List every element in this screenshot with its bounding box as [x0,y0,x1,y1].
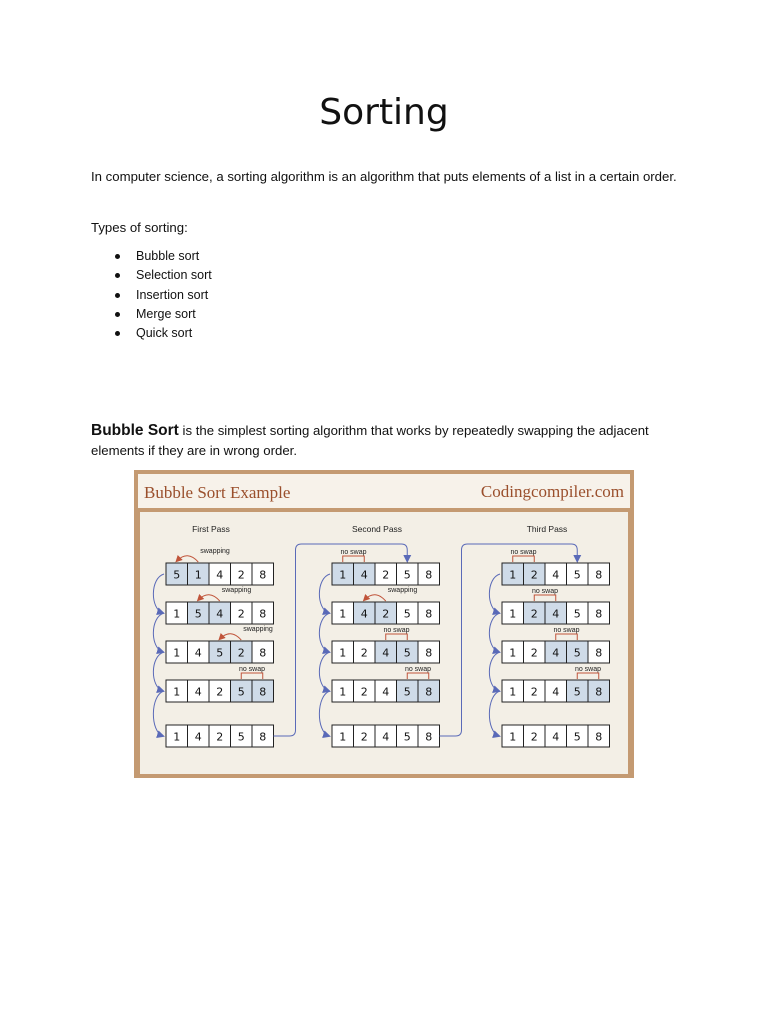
swap-note: no swap [383,627,410,634]
array-cell-value: 8 [425,607,433,621]
array-cell-value: 4 [382,730,390,744]
array-cell-value: 4 [194,730,202,744]
array-cell-value: 5 [237,730,245,744]
array-cell-value: 5 [237,685,245,699]
swap-note: swapping [243,626,273,633]
list-item: Merge sort [113,305,212,324]
swap-note: no swap [404,666,432,673]
array-cell-value: 1 [339,646,347,660]
array-cell-value: 5 [173,568,181,582]
pass-label: Third Pass [526,524,568,534]
array-cell-value: 8 [259,646,267,660]
array-cell-value: 2 [360,730,368,744]
page-title: Sorting [319,92,449,133]
array-cell-value: 1 [173,685,181,699]
array-cell-value: 4 [216,568,224,582]
array-cell-value: 2 [237,607,245,621]
array-cell-value: 5 [573,685,581,699]
bubble-sort-paragraph [91,421,651,461]
array-cell-value: 1 [509,568,517,582]
array-cell-value: 1 [339,730,347,744]
array-cell-value: 2 [382,568,390,582]
bubble-sort-description: is the simplest sorting algorithm that works by repeatedly swapping the adjacent elements if they are in wrong order. [91,423,649,458]
array-cell-value: 1 [173,646,181,660]
array-cell-value: 1 [339,607,347,621]
array-cell-value: 2 [216,730,224,744]
array-cell-value: 2 [237,646,245,660]
array-cell-value: 4 [552,685,560,699]
array-cell-value: 1 [339,568,347,582]
swap-note: swapping [200,548,230,555]
array-cell-value: 8 [595,685,603,699]
array-cell-value: 1 [509,646,517,660]
array-cell-value: 4 [194,646,202,660]
array-cell-value: 5 [403,685,411,699]
array-cell-value: 5 [403,607,411,621]
figure-title: Bubble Sort Example [144,483,291,502]
array-cell-value: 2 [530,646,538,660]
bubble-sort-term: Bubble Sort [91,422,179,439]
pass-label: First Pass [192,524,230,534]
array-cell-value: 4 [216,607,224,621]
array-cell-value: 4 [552,607,560,621]
pass-label: Second Pass [351,524,403,534]
array-cell-value: 5 [216,646,224,660]
swap-note: no swap [340,549,367,556]
swap-note: swapping [387,587,418,594]
array-cell-value: 2 [237,568,245,582]
array-cell-value: 4 [382,646,390,660]
array-cell-value: 8 [425,646,433,660]
list-item: Bubble sort [113,247,212,266]
bubble-sort-figure [134,470,634,778]
array-cell-value: 8 [425,730,433,744]
array-cell-value: 8 [425,685,433,699]
array-cell-value: 5 [403,646,411,660]
list-item: Quick sort [113,324,212,343]
array-cell-value: 1 [173,730,181,744]
swap-note: no swap [531,588,559,595]
swap-note: swapping [221,587,252,594]
sorting-types-list [113,247,212,343]
array-cell-value: 8 [259,685,267,699]
array-cell-value: 1 [194,568,202,582]
array-cell-value: 2 [530,607,538,621]
array-cell-value: 5 [573,646,581,660]
bubble-sort-diagram [134,470,634,778]
list-item: Selection sort [113,266,212,285]
array-cell-value: 5 [403,568,411,582]
array-cell-value: 4 [552,730,560,744]
array-cell-value: 5 [573,607,581,621]
array-cell-value: 2 [382,607,390,621]
swap-note: no swap [553,627,580,634]
swap-note: no swap [238,666,266,673]
swap-note: no swap [574,666,602,673]
array-cell-value: 8 [595,568,603,582]
array-cell-value: 2 [360,646,368,660]
array-cell-value: 4 [360,568,368,582]
array-cell-value: 4 [382,685,390,699]
array-cell-value: 5 [573,730,581,744]
array-cell-value: 2 [530,568,538,582]
array-cell-value: 1 [509,607,517,621]
intro-paragraph: In computer science, a sorting algorithm is an algorithm that puts elements of a list in a certain order. [91,169,677,184]
array-cell-value: 1 [339,685,347,699]
array-cell-value: 8 [595,607,603,621]
array-cell-value: 2 [530,685,538,699]
array-cell-value: 8 [259,607,267,621]
array-cell-value: 8 [425,568,433,582]
array-cell-value: 8 [595,646,603,660]
array-cell-value: 2 [530,730,538,744]
array-cell-value: 4 [360,607,368,621]
figure-site: Codingcompiler.com [480,482,624,501]
array-cell-value: 5 [403,730,411,744]
array-cell-value: 2 [216,685,224,699]
array-cell-value: 1 [509,730,517,744]
array-cell-value: 8 [259,568,267,582]
array-cell-value: 4 [194,685,202,699]
array-cell-value: 1 [509,685,517,699]
swap-note: no swap [510,549,537,556]
array-cell-value: 8 [259,730,267,744]
array-cell-value: 4 [552,646,560,660]
array-cell-value: 8 [595,730,603,744]
array-cell-value: 5 [194,607,202,621]
array-cell-value: 5 [573,568,581,582]
list-item: Insertion sort [113,286,212,305]
array-cell-value: 2 [360,685,368,699]
types-label: Types of sorting: [91,220,188,235]
array-cell-value: 1 [173,607,181,621]
array-cell-value: 4 [552,568,560,582]
